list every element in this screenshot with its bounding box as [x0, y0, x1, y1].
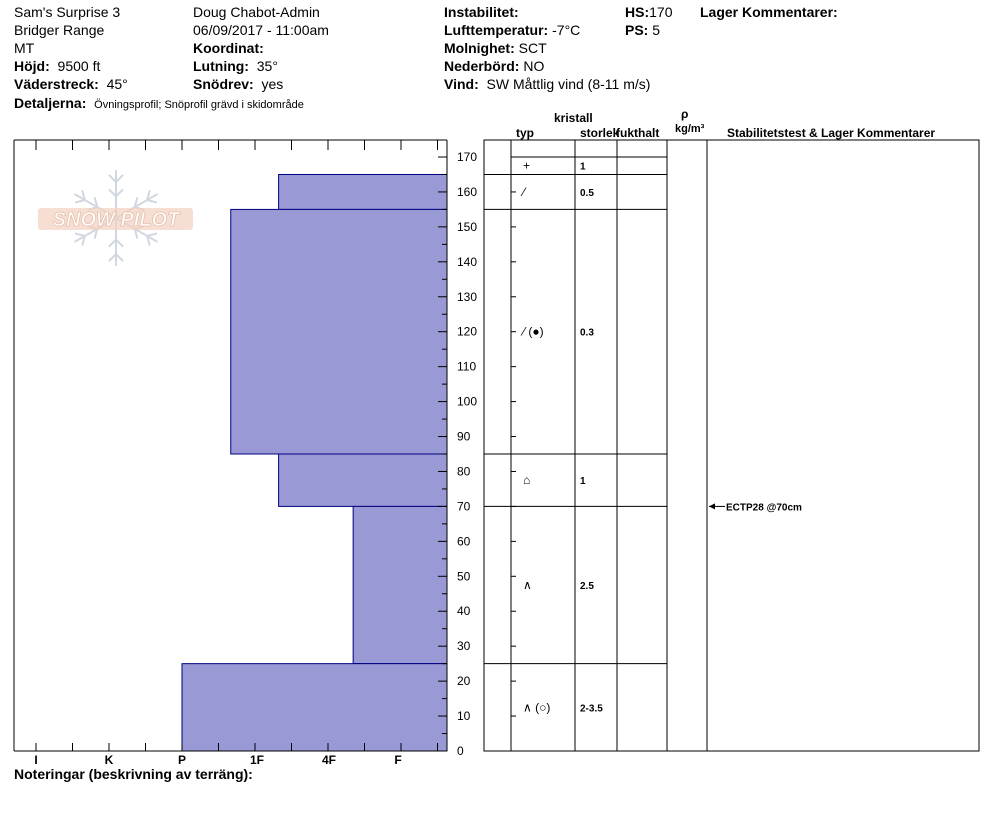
y-tick-label: 170: [457, 150, 478, 164]
range-name: Bridger Range: [14, 22, 105, 38]
grain-size-value: 1: [580, 476, 586, 488]
snowflake-branch: [109, 175, 116, 182]
snowflake-branch: [109, 189, 116, 196]
grain-type-symbol: ⌂: [523, 473, 531, 488]
observer: Doug Chabot-Admin: [193, 4, 320, 20]
hardness-layer-bar: [353, 506, 447, 663]
grain-size-value: 0.5: [580, 187, 594, 199]
grain-type-symbol: +: [523, 158, 531, 173]
hardness-tick-label: I: [34, 753, 38, 767]
airtemp-value: -7°C: [552, 22, 581, 38]
aspect-value: 45°: [106, 76, 128, 92]
y-tick-label: 30: [457, 639, 471, 654]
y-tick-label: 140: [457, 254, 478, 269]
density-symbol: ρ: [681, 107, 689, 121]
y-tick-label: 60: [457, 534, 471, 549]
snowflake-branch: [75, 200, 85, 203]
y-tick-label: 160: [457, 184, 478, 199]
details-value: Övningsprofil; Snöprofil grävd i skidområde: [94, 99, 304, 111]
hs-label: HS:: [625, 4, 650, 20]
hardness-layer-bar: [231, 209, 447, 454]
logo-text: SNOW PILOT: [52, 209, 180, 231]
datetime: 06/09/2017 - 11:00am: [193, 22, 329, 38]
coord-label: Koordinat:: [193, 40, 264, 56]
snowflake-branch: [147, 233, 157, 236]
precip-value: NO: [523, 58, 545, 74]
layer-comments-label: Lager Kommentarer:: [700, 4, 838, 20]
y-tick-label: 90: [457, 429, 471, 444]
snowflake-branch: [116, 189, 123, 196]
type-header: typ: [516, 126, 534, 140]
instability-label: Instabilitet:: [444, 4, 519, 20]
snowflake-branch: [75, 233, 85, 236]
moisture-header: fukthalt: [616, 126, 660, 140]
pit-name: Sam's Surprise 3: [14, 4, 121, 20]
wind-loading-label: Snödrev:: [193, 76, 254, 92]
y-tick-label: 70: [457, 499, 471, 514]
y-tick-label: 40: [457, 604, 471, 619]
hardness-layer-bar: [182, 664, 447, 751]
y-tick-label: 80: [457, 464, 471, 479]
y-tick-label: 100: [457, 394, 478, 409]
stability-header: Stabilitetstest & Lager Kommentarer: [727, 126, 936, 140]
slope-value: 35°: [256, 58, 278, 74]
precip-label: Nederbörd:: [444, 58, 520, 74]
ps-label: PS:: [625, 22, 649, 38]
snowflake-branch: [116, 240, 123, 247]
y-tick-label: 20: [457, 674, 471, 689]
y-tick-label: 150: [457, 219, 478, 234]
y-tick-label: 10: [457, 709, 471, 724]
elevation-value: 9500 ft: [57, 58, 101, 74]
snowflake-branch: [109, 254, 116, 261]
hardness-tick-label: P: [177, 753, 187, 767]
y-tick-label: 120: [457, 324, 478, 339]
grain-type-symbol: ∧: [523, 578, 532, 593]
wind-value: SW Måttlig vind (8-11 m/s): [486, 76, 651, 92]
hardness-tick-label: F: [394, 753, 402, 767]
snowflake-branch: [147, 200, 157, 203]
snowflake-branch: [116, 175, 123, 182]
sky-value: SCT: [518, 40, 547, 56]
crystal-header: kristall: [554, 111, 593, 125]
hardness-layers: [182, 174, 447, 751]
stability-test-label: ECTP28 @70cm: [726, 502, 802, 514]
hardness-tick-label: 4F: [321, 753, 337, 767]
hardness-layer-bar: [279, 174, 447, 209]
y-tick-label: 0: [457, 744, 464, 758]
elevation-label: Höjd:: [14, 58, 50, 74]
ps-value: 5: [652, 22, 661, 38]
grain-type-symbol: ⁄ (●): [523, 324, 544, 339]
layer-table: [484, 140, 979, 751]
grain-size-value: 0.3: [580, 327, 594, 339]
grain-size-value: 2.5: [580, 581, 594, 593]
hs-value: 170: [649, 4, 673, 20]
table-frame: [484, 140, 979, 751]
size-header: storlek: [580, 126, 620, 140]
notes-label: Noteringar (beskrivning av terräng):: [14, 766, 253, 782]
y-tick-label: 130: [457, 289, 478, 304]
snowflake-branch: [116, 254, 123, 261]
wind-loading-value: yes: [261, 76, 284, 92]
density-unit: kg/m³: [675, 123, 705, 135]
hardness-tick-label: K: [104, 753, 114, 767]
hardness-layer-bar: [279, 454, 447, 506]
wind-label: Vind:: [444, 76, 479, 92]
sky-label: Molnighet:: [444, 40, 515, 56]
grain-size-value: 1: [580, 161, 586, 173]
grain-type-symbol: ∧ (○): [523, 700, 551, 715]
test-arrow-head: [709, 503, 715, 509]
snowpilot-logo: [38, 170, 193, 266]
state: MT: [14, 40, 35, 56]
details-label: Detaljerna:: [14, 95, 87, 111]
aspect-label: Väderstreck:: [14, 76, 99, 92]
slope-label: Lutning:: [193, 58, 249, 74]
y-tick-label: 50: [457, 569, 471, 584]
snowflake-branch: [109, 240, 116, 247]
airtemp-label: Lufttemperatur:: [444, 22, 549, 38]
y-tick-label: 110: [457, 359, 477, 374]
hardness-tick-label: 1F: [249, 753, 265, 767]
grain-size-value: 2-3.5: [580, 703, 603, 715]
grain-type-symbol: ⁄: [523, 184, 526, 199]
